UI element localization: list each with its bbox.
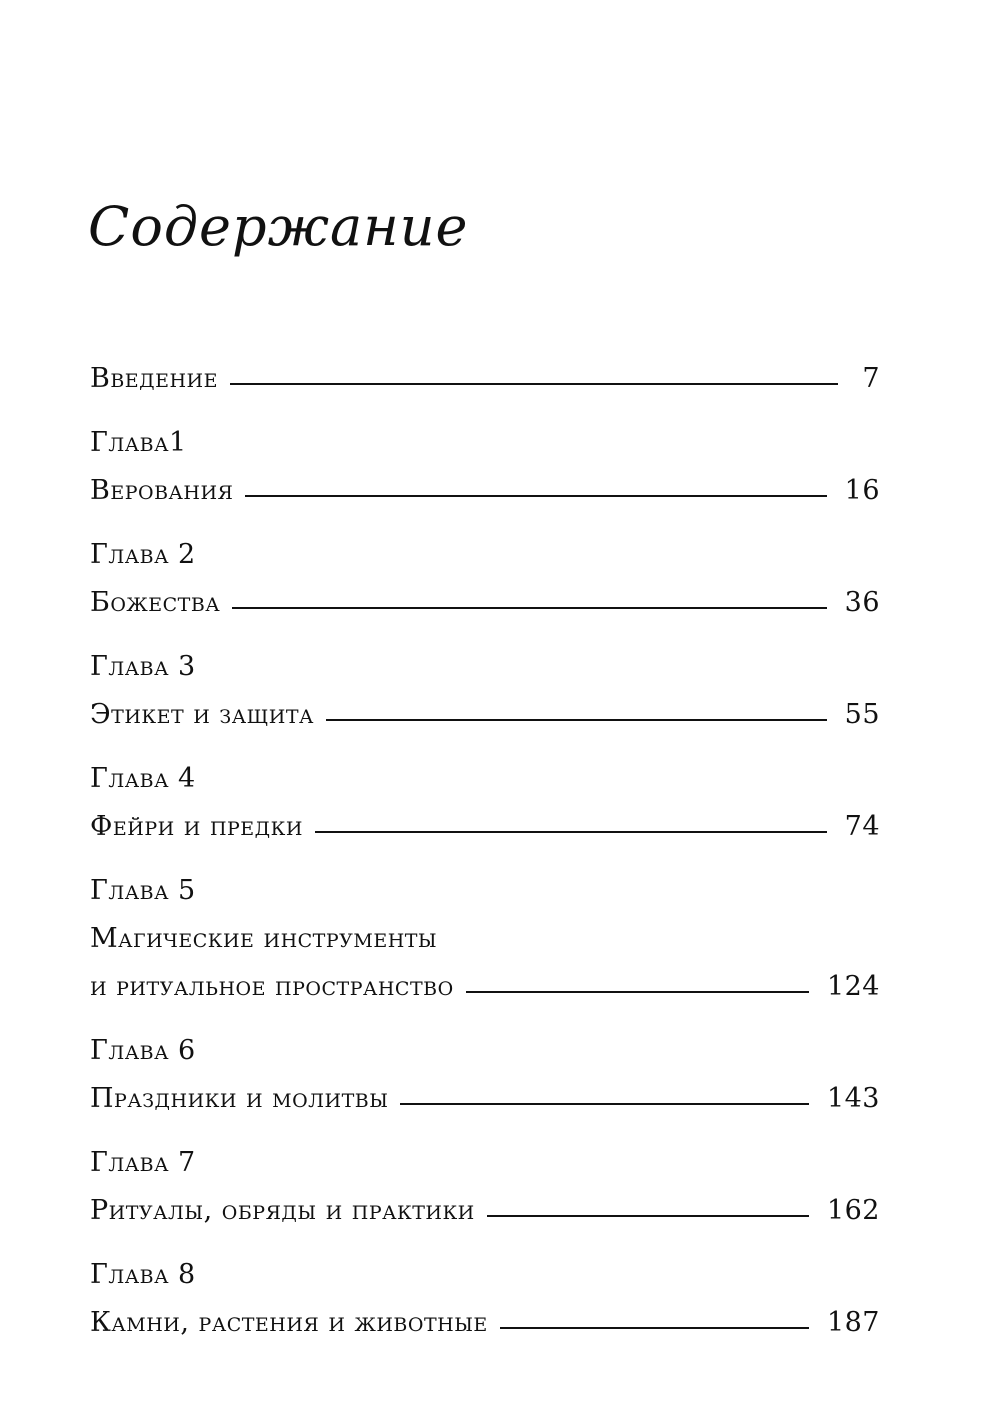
toc-entry-title: Праздники и молитвы	[90, 1083, 389, 1114]
toc-entry-line	[90, 458, 880, 506]
toc-entry-chapter-3	[90, 634, 880, 730]
toc-entry-title: Фейри и предки	[90, 811, 303, 842]
toc-entry-chapter-6	[90, 1018, 880, 1114]
toc-entry-line-continued	[90, 906, 880, 954]
page-number: 187	[826, 1307, 880, 1338]
leader-line	[232, 606, 826, 609]
toc-entry-chapter-2	[90, 522, 880, 618]
chapter-label: Глава 3	[90, 651, 196, 682]
toc-entry-chapter-1	[90, 410, 880, 506]
chapter-label-line	[90, 858, 880, 906]
toc-entry-chapter-7	[90, 1130, 880, 1226]
leader-line	[466, 990, 809, 993]
toc-entry-title: Верования	[90, 475, 234, 506]
toc-entry-line	[90, 570, 880, 618]
toc-entry-line	[90, 1290, 880, 1338]
toc-entry-chapter-5	[90, 858, 880, 1002]
toc-list	[90, 346, 880, 1338]
toc-title: Содержание	[88, 195, 469, 258]
leader-line	[487, 1214, 809, 1217]
leader-line	[500, 1326, 809, 1329]
leader-line	[230, 382, 838, 385]
page-number: 162	[826, 1195, 880, 1226]
page-number: 143	[826, 1083, 880, 1114]
toc-entry-title-continued: и ритуальное пространство	[90, 971, 454, 1002]
chapter-label: Глава 5	[90, 875, 196, 906]
chapter-label-line	[90, 1018, 880, 1066]
toc-entry-title: Магические инструменты	[90, 923, 438, 954]
toc-entry-line	[90, 1066, 880, 1114]
chapter-label-line	[90, 410, 880, 458]
page-number: 74	[844, 811, 880, 842]
toc-entry-chapter-8	[90, 1242, 880, 1338]
chapter-label-line	[90, 634, 880, 682]
toc-entry-title: Ритуалы, обряды и практики	[90, 1195, 475, 1226]
chapter-label-line	[90, 1242, 880, 1290]
toc-entry-title: Божества	[90, 587, 221, 618]
toc-entry-chapter-4	[90, 746, 880, 842]
leader-line	[400, 1102, 809, 1105]
chapter-label-line	[90, 522, 880, 570]
chapter-label: Глава 7	[90, 1147, 196, 1178]
toc-entry-line	[90, 346, 880, 394]
toc-entry-line	[90, 794, 880, 842]
chapter-label: Глава 2	[90, 539, 196, 570]
chapter-label: Глава1	[90, 427, 187, 458]
toc-entry-line	[90, 682, 880, 730]
leader-line	[315, 830, 827, 833]
chapter-label-line	[90, 746, 880, 794]
chapter-label-line	[90, 1130, 880, 1178]
leader-line	[245, 494, 826, 497]
chapter-label: Глава 6	[90, 1035, 196, 1066]
chapter-label: Глава 4	[90, 763, 196, 794]
toc-entry-introduction	[90, 346, 880, 394]
page-number: 7	[862, 363, 880, 394]
page-number: 124	[826, 971, 880, 1002]
toc-entry-title: Введение	[90, 363, 218, 394]
page-number: 55	[844, 699, 880, 730]
leader-line	[326, 718, 827, 721]
toc-entry-line	[90, 1178, 880, 1226]
toc-entry-line	[90, 954, 880, 1002]
toc-entry-title: Этикет и защита	[90, 699, 314, 730]
toc-entry-title: Камни, растения и животные	[90, 1307, 488, 1338]
chapter-label: Глава 8	[90, 1259, 196, 1290]
page-number: 36	[844, 587, 880, 618]
page-number: 16	[844, 475, 880, 506]
